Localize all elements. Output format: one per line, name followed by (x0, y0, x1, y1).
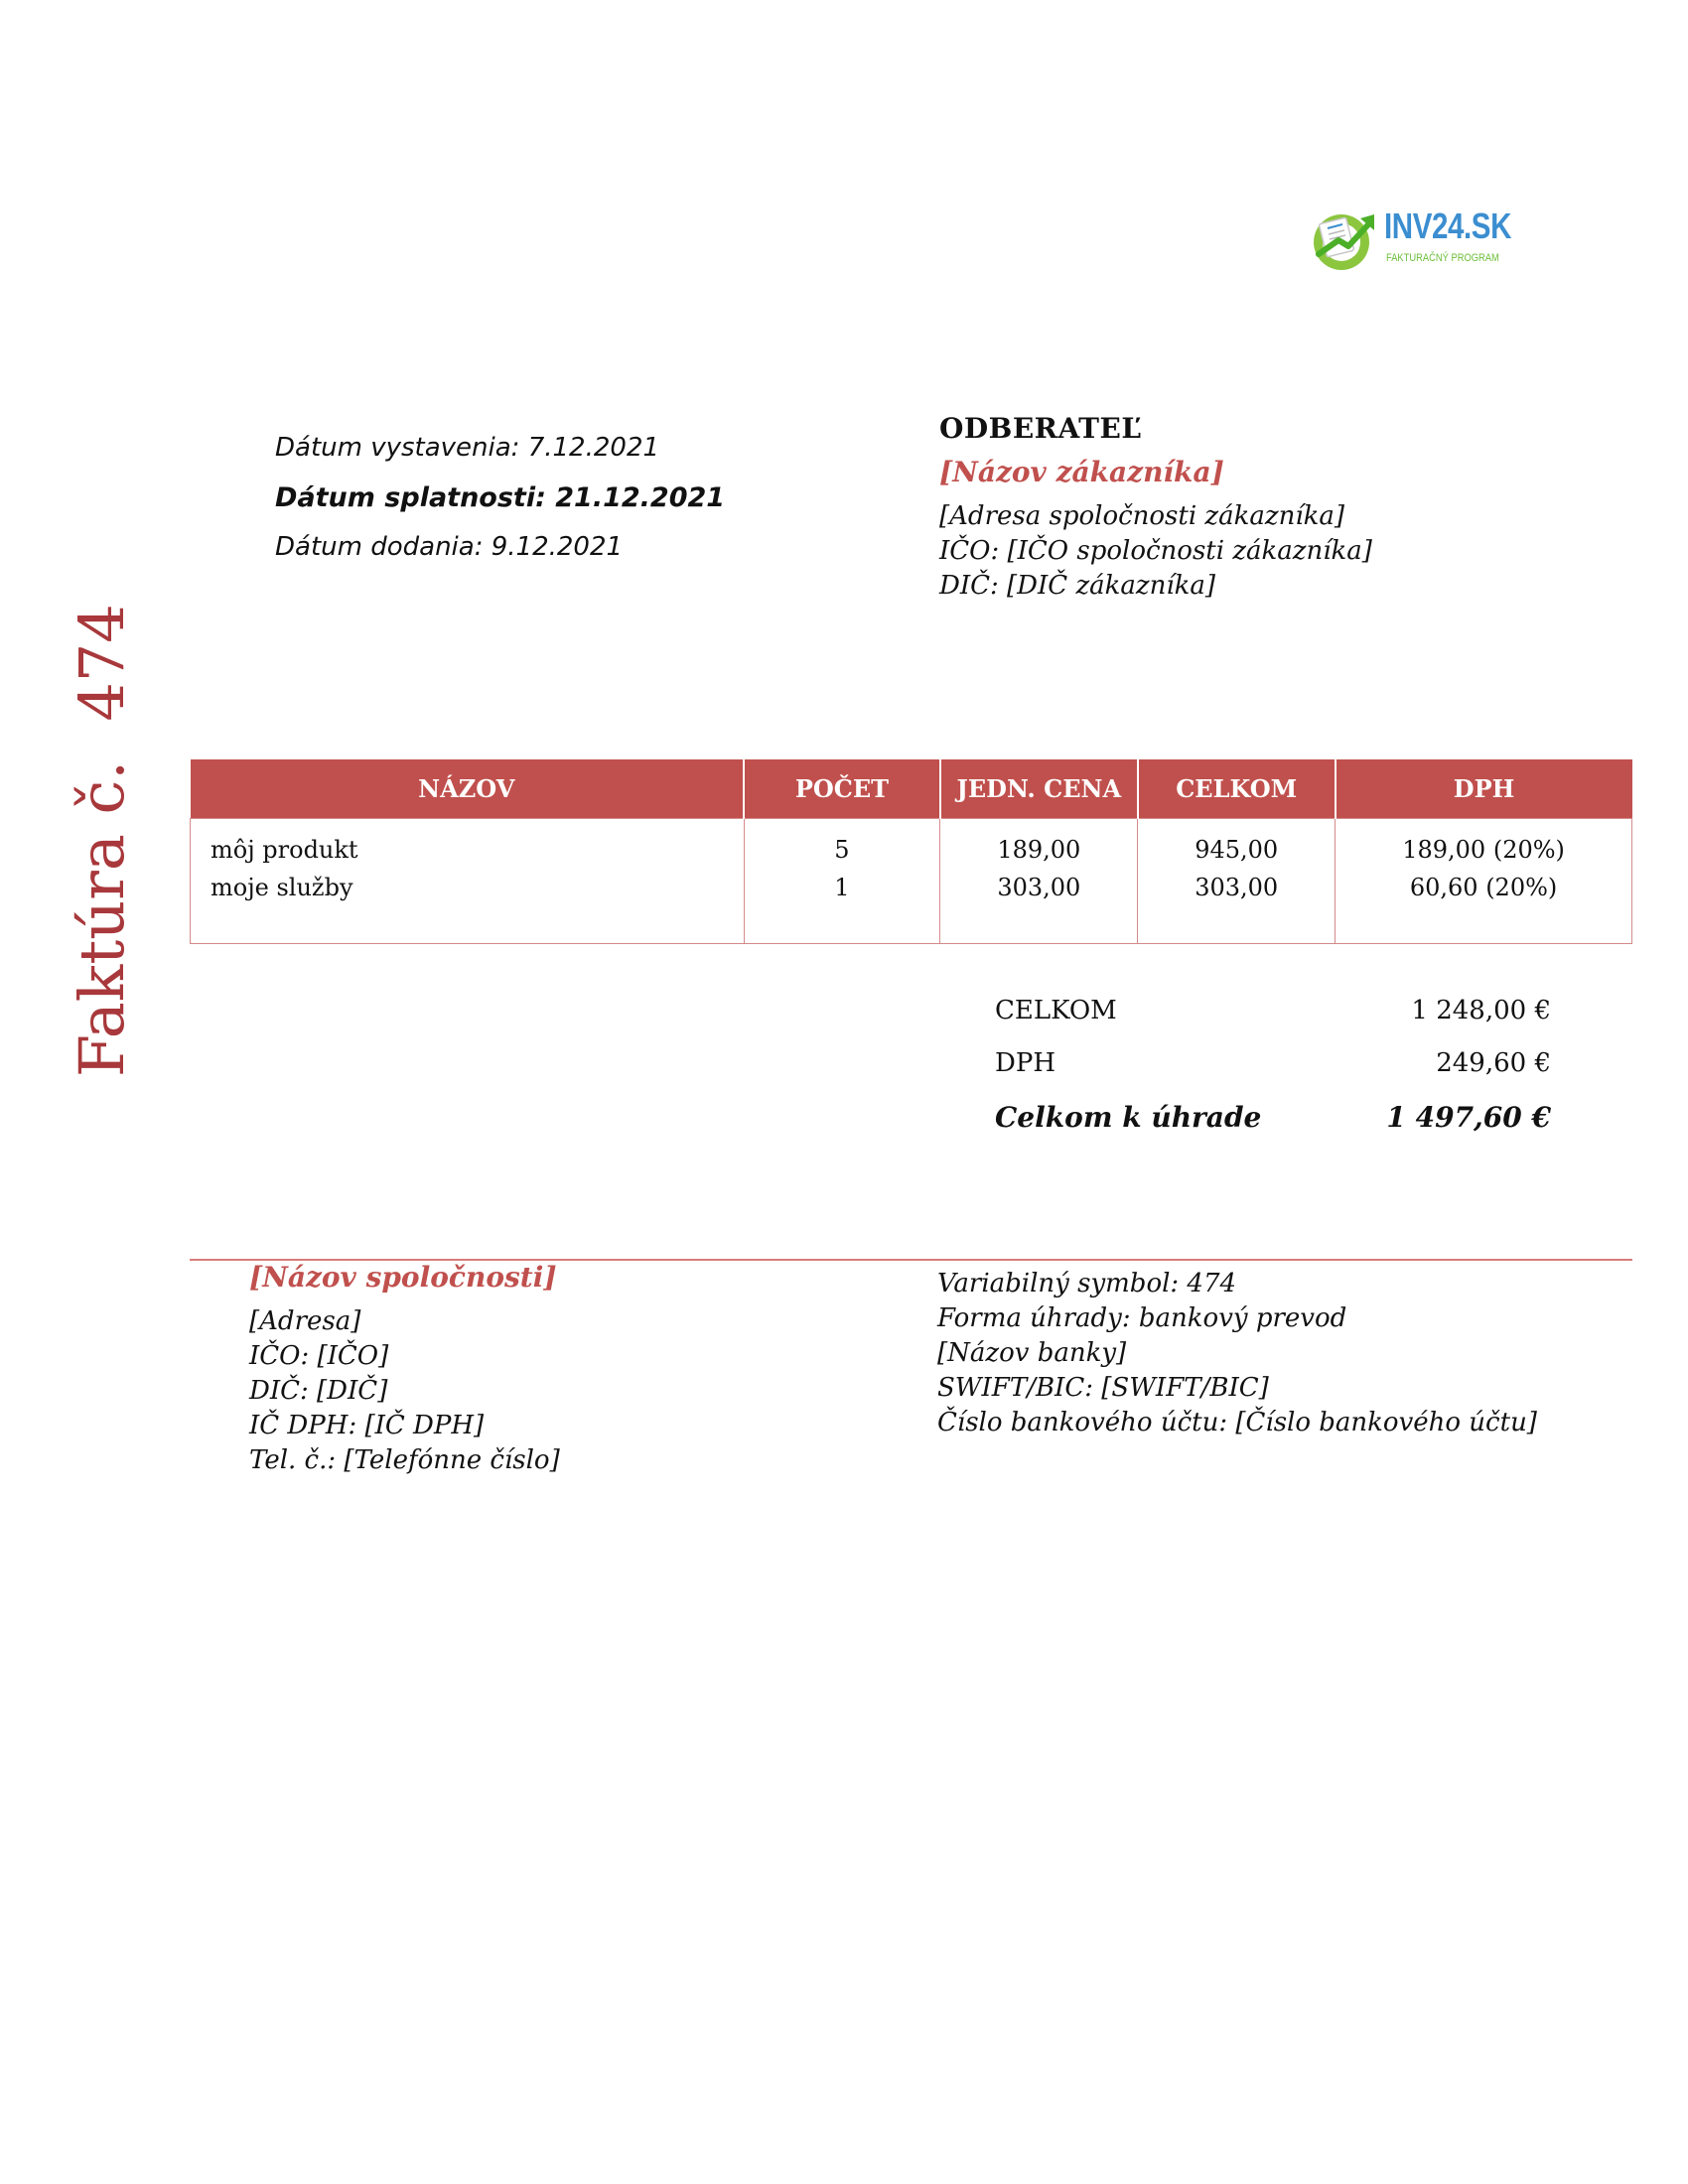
item-unit-price: 303,00 (997, 874, 1081, 901)
customer-name: [Názov zákazníka] (939, 456, 1224, 488)
supplier-name: [Názov spoločnosti] (249, 1261, 557, 1294)
vat-row (995, 1048, 1551, 1101)
item-unit-price: 189,00 (997, 836, 1081, 864)
item-vat: 60,60 (20%) (1409, 874, 1558, 901)
grand-total-row (995, 1101, 1551, 1154)
logo-subtitle: FAKTURAČNÝ PROGRAM (1386, 252, 1499, 264)
cell-totals (1138, 819, 1336, 944)
bank-name: [Názov banky] (937, 1338, 1127, 1368)
supplier-ico: IČO: [IČO] (249, 1341, 389, 1371)
swift-code: SWIFT/BIC: [SWIFT/BIC] (937, 1373, 1269, 1403)
invoice-dates (275, 433, 725, 582)
company-logo (1309, 203, 1511, 276)
table-row (191, 819, 1632, 944)
cell-unit-prices (940, 819, 1138, 944)
header-name: NÁZOV (191, 759, 745, 819)
customer-dic: DIČ: [DIČ zákazníka] (939, 571, 1216, 601)
header-vat: DPH (1336, 759, 1632, 819)
cell-quantities (744, 819, 940, 944)
subtotal-value: 1 248,00 € (1411, 996, 1551, 1025)
header-unit-price: JEDN. CENA (940, 759, 1138, 819)
invoice-title: Faktúra č. 474 (66, 604, 138, 1077)
logo-mark-icon (1309, 205, 1378, 274)
item-name: moje služby (211, 874, 353, 901)
grand-total-value: 1 497,60 € (1386, 1101, 1551, 1134)
bank-account: Číslo bankového účtu: [Číslo bankového účtu] (937, 1408, 1537, 1437)
item-vat: 189,00 (20%) (1402, 836, 1565, 864)
payment-block (937, 1269, 1537, 1442)
vat-value: 249,60 € (1436, 1048, 1551, 1078)
item-quantity: 5 (834, 836, 850, 864)
supplier-address: [Adresa] (249, 1306, 361, 1336)
payment-method: Forma úhrady: bankový prevod (937, 1303, 1347, 1333)
item-total: 303,00 (1195, 874, 1279, 901)
header-quantity: POČET (744, 759, 940, 819)
table-header-row (191, 759, 1632, 819)
variable-symbol: Variabilný symbol: 474 (937, 1269, 1237, 1298)
delivery-date: Dátum dodania: 9.12.2021 (275, 532, 624, 562)
cell-names (191, 819, 745, 944)
vat-label: DPH (995, 1048, 1056, 1078)
customer-address: [Adresa spoločnosti zákazníka] (939, 501, 1345, 531)
item-quantity: 1 (834, 874, 850, 901)
issue-date: Dátum vystavenia: 7.12.2021 (275, 433, 660, 463)
due-date: Dátum splatnosti: 21.12.2021 (275, 482, 726, 513)
grand-total-label: Celkom k úhrade (995, 1101, 1262, 1134)
item-name: môj produkt (211, 836, 358, 864)
header-total: CELKOM (1138, 759, 1336, 819)
supplier-dic: DIČ: [DIČ] (249, 1376, 388, 1406)
subtotal-label: CELKOM (995, 996, 1117, 1025)
supplier-ic-dph: IČ DPH: [IČ DPH] (249, 1411, 485, 1440)
totals-block (995, 996, 1551, 1154)
supplier-phone: Tel. č.: [Telefónne číslo] (249, 1445, 560, 1475)
customer-block (939, 412, 1372, 606)
supplier-block (249, 1261, 560, 1480)
subtotal-row (995, 996, 1551, 1048)
customer-ico: IČO: [IČO spoločnosti zákazníka] (939, 536, 1372, 566)
logo-name: INV24.SK (1384, 205, 1511, 246)
customer-heading: ODBERATEĽ (939, 412, 1142, 445)
cell-vats (1336, 819, 1632, 944)
item-total: 945,00 (1195, 836, 1279, 864)
items-table (190, 759, 1632, 944)
